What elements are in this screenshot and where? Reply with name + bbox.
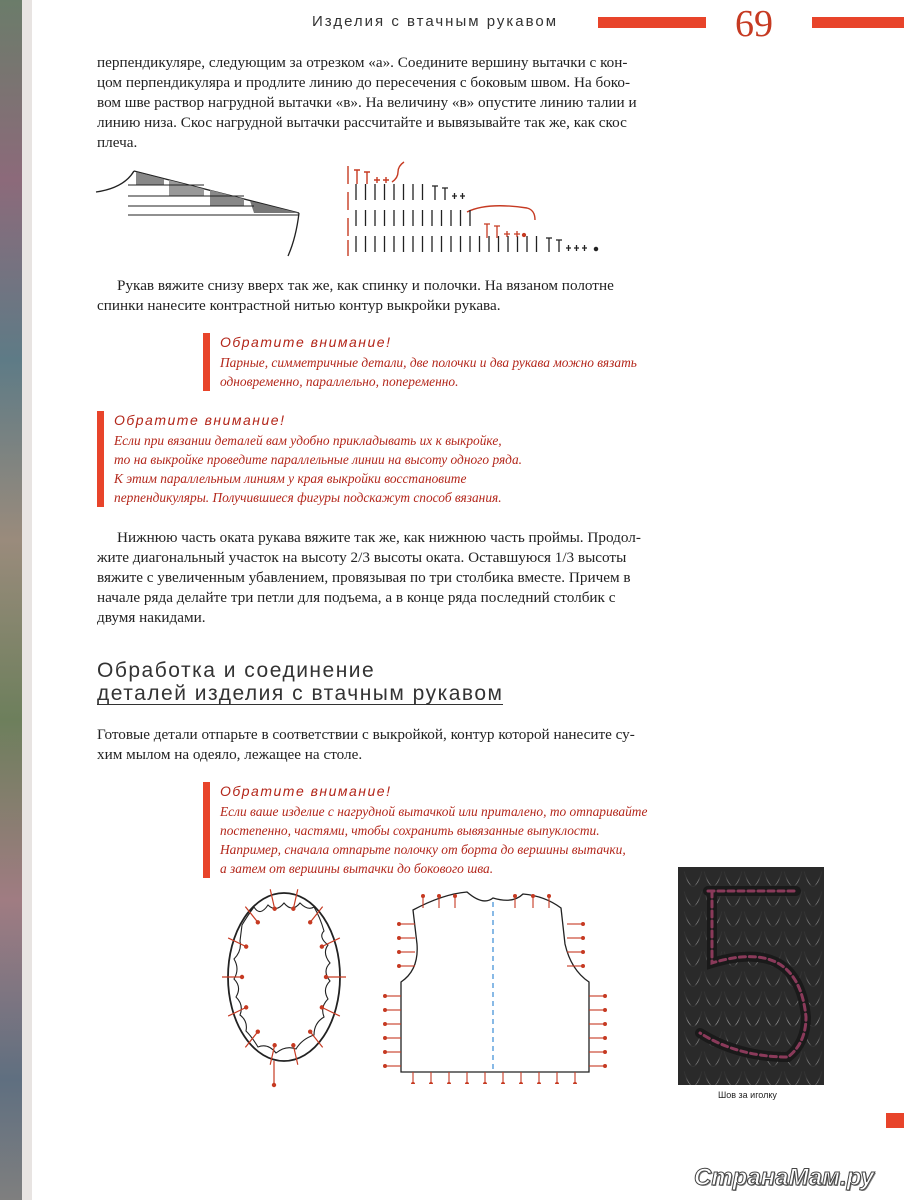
oval-pinning-diagram [212,885,362,1090]
section-heading-line-1: Обработка и соединение [97,659,376,682]
note-line: постепенно, частями, чтобы сохранить вывязанные выпуклости. [220,823,600,838]
text-line: жите диагональный участок на высоту 2/3 высоты оката. Оставшуюся 1/3 высоты [97,549,627,566]
crochet-symbol-chart [342,160,632,260]
text-line: плеча. [97,134,138,151]
note-line: Например, сначала отпарьте полочку от борта до вершины вытачки, [220,842,626,857]
note-line: Если при вязании деталей вам удобно прикладывать их к выкройке, [114,433,502,448]
text-line: линию низа. Скос нагрудной вытачки рассчитайте и вывязывайте так же, как скос [97,114,627,131]
front-piece-pinning-diagram [383,884,613,1084]
text-line: Готовые детали отпарьте в соответствии с выкройкой, контур которой нанесите су- [97,726,635,743]
knitting-seam-photo [678,867,824,1085]
header-accent-bar-right [812,17,904,28]
bust-dart-diagram [94,168,306,258]
photo-caption: Шов за иголку [718,1090,777,1100]
note-line: Если ваше изделие с нагрудной вытачкой или приталено, то отпаривайте [220,804,648,819]
text-line: перпендикуляре, следующим за отрезком «а». Соедините вершину вытачки с кон- [97,54,628,71]
note-title: Обратите внимание! [114,412,286,428]
text-line: хим мылом на одеяло, лежащее на столе. [97,746,363,763]
note-line: К этим параллельным линиям у края выкройки восстановите [114,471,467,486]
attention-note-1 [203,333,637,391]
header-accent-bar-left [598,17,706,28]
page-edge-marker [886,1113,904,1128]
text-line: вом шве раствор нагрудной вытачки «в». На величину «в» опустите линию талии и [97,94,637,111]
text-line: Рукав вяжите снизу вверх так же, как спинку и полочки. На вязаном полотне [117,277,614,294]
paragraph-steaming [97,725,709,765]
paragraph-sleeve-cap [97,528,709,628]
text-line: начале ряда делайте три петли для подъема, а в конце ряда последний столбик с [97,589,616,606]
attention-note-3 [203,782,647,878]
section-heading-line-2: деталей изделия с втачным рукавом [97,682,504,705]
watermark-logo: СтранаМам.ру [694,1164,874,1191]
text-line: двумя накидами. [97,609,206,626]
note-line: то на выкройке проведите параллельные линии на высоту одного ряда. [114,452,523,467]
note-line: перпендикуляры. Получившиеся фигуры подскажут способ вязания. [114,490,502,505]
note-title: Обратите внимание! [220,334,392,350]
running-header-title: Изделия с втачным рукавом [312,13,559,30]
paragraph-sleeve [97,276,709,316]
note-title: Обратите внимание! [220,783,392,799]
note-line: Парные, симметричные детали, две полочки и два рукава можно вязать [220,355,637,370]
text-line: цом перпендикуляра и продлите линию до пересечения с боковым швом. На боко- [97,74,631,91]
text-line: Нижнюю часть оката рукава вяжите так же, как нижнюю часть проймы. Продол- [117,529,641,546]
note-line: одновременно, параллельно, попеременно. [220,374,459,389]
paragraph-dart-instructions [97,53,709,153]
text-line: вяжите с увеличенным убавлением, провязывая по три столбика вместе. Причем в [97,569,631,586]
attention-note-2 [97,411,522,507]
note-line: а затем от вершины вытачки до бокового шва. [220,861,494,876]
page-edge-strip [0,0,22,1200]
page-gutter [22,0,32,1200]
text-line: спинки нанесите контрастной нитью контур выкройки рукава. [97,297,501,314]
page-number: 69 [735,3,773,45]
section-heading [97,660,503,707]
